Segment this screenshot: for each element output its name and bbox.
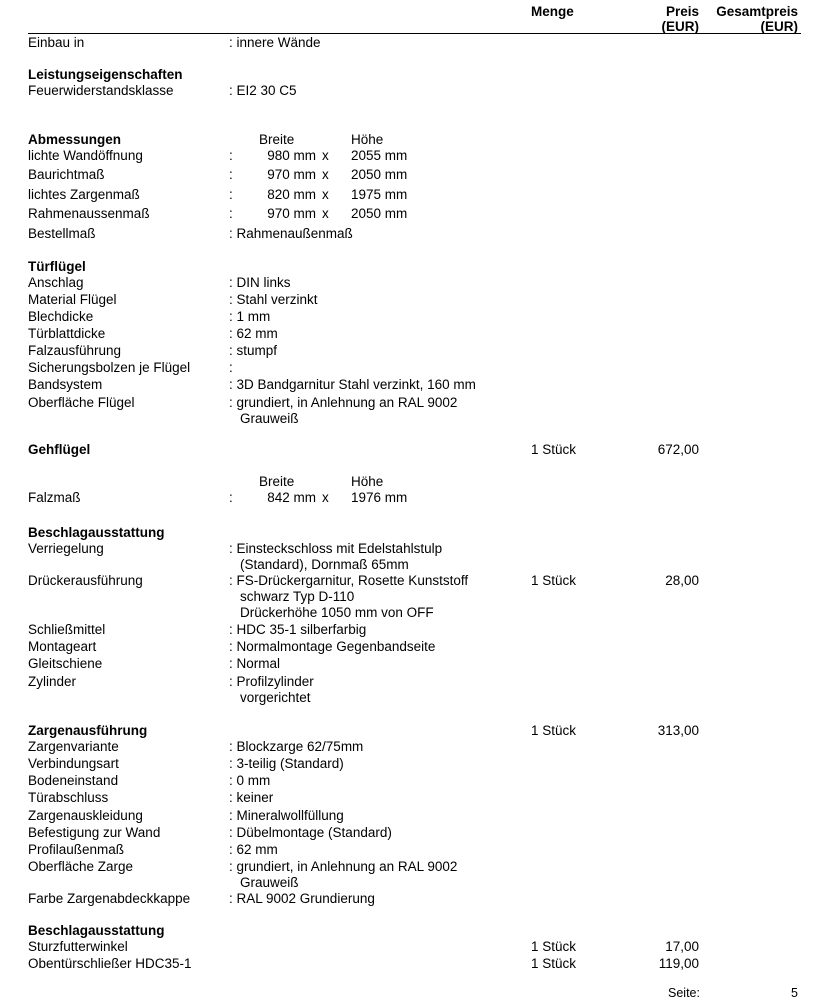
dim-hoehe: 2050 mm: [351, 206, 408, 221]
zarge-heading: Zargenausführung: [28, 723, 148, 738]
spec-value: : stumpf: [229, 343, 278, 358]
item-menge: 1 Stück: [531, 956, 577, 971]
falz-colon: :: [229, 490, 233, 505]
spec-label: Montageart: [28, 639, 97, 654]
einbau-value: : innere Wände: [229, 35, 321, 50]
spec-label: Sicherungsbolzen je Flügel: [28, 360, 191, 375]
dim-colon: :: [229, 187, 233, 202]
zarge-preis: 313,00: [657, 723, 699, 738]
spec-value: : 3-teilig (Standard): [229, 756, 344, 771]
tuerfluegel-heading: Türflügel: [28, 259, 86, 274]
dim-label: Rahmenaussenmaß: [28, 206, 150, 221]
spec-label: Oberfläche Flügel: [28, 395, 135, 410]
item-label: Obentürschließer HDC35-1: [28, 956, 192, 971]
dim-hoehe: 1975 mm: [351, 187, 408, 202]
bestell-value: : Rahmenaußenmaß: [229, 226, 353, 241]
spec-label: Anschlag: [28, 275, 84, 290]
spec-label: Material Flügel: [28, 292, 117, 307]
spec-value-cont: vorgerichtet: [240, 690, 311, 705]
page-label: Seite:: [668, 986, 700, 1000]
einbau-label: Einbau in: [28, 35, 85, 50]
spec-label: Schließmittel: [28, 622, 106, 637]
spec-value: :: [229, 360, 233, 375]
item-menge: 1 Stück: [531, 939, 577, 954]
spec-label: Oberfläche Zarge: [28, 859, 134, 874]
dim-breite: 820 mm: [267, 187, 316, 202]
gehfluegel-preis: 672,00: [657, 442, 699, 457]
abmessungen-col-breite: Breite: [259, 132, 295, 147]
col-header-preis: Preis: [665, 4, 699, 19]
verriegelung-value: : Einsteckschloss mit Edelstahlstulp: [229, 541, 443, 556]
spec-value: : grundiert, in Anlehnung an RAL 9002: [229, 859, 458, 874]
item-preis: 17,00: [665, 939, 699, 954]
header-divider: [28, 33, 801, 34]
spec-value: : Profilzylinder: [229, 674, 314, 689]
beschlag-heading: Beschlagausstattung: [28, 525, 165, 540]
spec-value: : Mineralwollfüllung: [229, 808, 344, 823]
druecker-preis: 28,00: [665, 573, 699, 588]
dim-colon: :: [229, 206, 233, 221]
dim-x: x: [322, 148, 329, 163]
spec-value: : 0 mm: [229, 773, 271, 788]
dim-x: x: [322, 206, 329, 221]
spec-label: Blechdicke: [28, 309, 94, 324]
falz-x: x: [322, 490, 329, 505]
spec-label: Türblattdicke: [28, 326, 106, 341]
leistung-label: Feuerwiderstandsklasse: [28, 83, 174, 98]
abmessungen-col-hoehe: Höhe: [351, 132, 384, 147]
falz-hoehe: 1976 mm: [351, 490, 408, 505]
spec-label: Bandsystem: [28, 377, 103, 392]
spec-label: Verbindungsart: [28, 756, 119, 771]
spec-value: : 62 mm: [229, 326, 278, 341]
col-header-menge: Menge: [531, 4, 574, 19]
spec-label: Zargenvariante: [28, 739, 119, 754]
falz-label: Falzmaß: [28, 490, 81, 505]
dim-hoehe: 2050 mm: [351, 167, 408, 182]
spec-label: Befestigung zur Wand: [28, 825, 161, 840]
dim-colon: :: [229, 148, 233, 163]
col-header-gesamtpreis: Gesamtpreis: [716, 4, 798, 19]
spec-value: : 1 mm: [229, 309, 271, 324]
leistung-value: : EI2 30 C5: [229, 83, 297, 98]
farbe-label: Farbe Zargenabdeckkappe: [28, 891, 191, 906]
dim-label: Baurichtmaß: [28, 167, 105, 182]
spec-value: : DIN links: [229, 275, 291, 290]
bestell-label: Bestellmaß: [28, 226, 96, 241]
gehfluegel-heading: Gehflügel: [28, 442, 91, 457]
dim-breite: 970 mm: [267, 206, 316, 221]
spec-value: : Normal: [229, 656, 281, 671]
dim-label: lichte Wandöffnung: [28, 148, 143, 163]
dim-x: x: [322, 167, 329, 182]
verriegelung-value-cont: (Standard), Dornmaß 65mm: [240, 557, 409, 572]
gehfluegel-col-breite: Breite: [259, 474, 295, 489]
spec-label: Zargenauskleidung: [28, 808, 143, 823]
item-preis: 119,00: [658, 956, 699, 971]
zarge-menge: 1 Stück: [531, 723, 577, 738]
spec-value: : HDC 35-1 silberfarbig: [229, 622, 367, 637]
spec-value: : 3D Bandgarnitur Stahl verzinkt, 160 mm: [229, 377, 476, 392]
item-label: Sturzfutterwinkel: [28, 939, 128, 954]
spec-value-cont: Grauweiß: [240, 411, 299, 426]
dim-colon: :: [229, 167, 233, 182]
farbe-value: : RAL 9002 Grundierung: [229, 891, 375, 906]
spec-value: : keiner: [229, 790, 274, 805]
dim-breite: 970 mm: [267, 167, 316, 182]
page-number: 5: [791, 986, 798, 1000]
verriegelung-label: Verriegelung: [28, 541, 104, 556]
spec-label: Falzausführung: [28, 343, 122, 358]
druecker-label: Drückerausführung: [28, 573, 143, 588]
druecker-menge: 1 Stück: [531, 573, 577, 588]
spec-value: : grundiert, in Anlehnung an RAL 9002: [229, 395, 458, 410]
druecker-value-cont: Drückerhöhe 1050 mm von OFF: [240, 605, 434, 620]
spec-value-cont: Grauweiß: [240, 875, 299, 890]
gehfluegel-menge: 1 Stück: [531, 442, 577, 457]
dim-label: lichtes Zargenmaß: [28, 187, 140, 202]
druecker-value-cont: schwarz Typ D-110: [240, 589, 355, 604]
spec-label: Zylinder: [28, 674, 77, 689]
dim-hoehe: 2055 mm: [351, 148, 408, 163]
leistung-heading: Leistungseigenschaften: [28, 67, 183, 82]
spec-label: Profilaußenmaß: [28, 842, 125, 857]
spec-label: Gleitschiene: [28, 656, 103, 671]
spec-value: : Dübelmontage (Standard): [229, 825, 392, 840]
spec-value: : Normalmontage Gegenbandseite: [229, 639, 436, 654]
dim-breite: 980 mm: [267, 148, 316, 163]
spec-value: : 62 mm: [229, 842, 278, 857]
spec-value: : Blockzarge 62/75mm: [229, 739, 364, 754]
falz-breite: 842 mm: [267, 490, 316, 505]
abmessungen-heading: Abmessungen: [28, 132, 122, 147]
spec-label: Türabschluss: [28, 790, 109, 805]
druecker-value: : FS-Drückergarnitur, Rosette Kunststoff: [229, 573, 469, 588]
spec-label: Bodeneinstand: [28, 773, 119, 788]
beschlag2-heading: Beschlagausstattung: [28, 923, 165, 938]
col-header-gesamtpreis-unit: (EUR): [760, 19, 798, 34]
dim-x: x: [322, 187, 329, 202]
spec-value: : Stahl verzinkt: [229, 292, 318, 307]
col-header-preis-unit: (EUR): [661, 19, 699, 34]
gehfluegel-col-hoehe: Höhe: [351, 474, 384, 489]
